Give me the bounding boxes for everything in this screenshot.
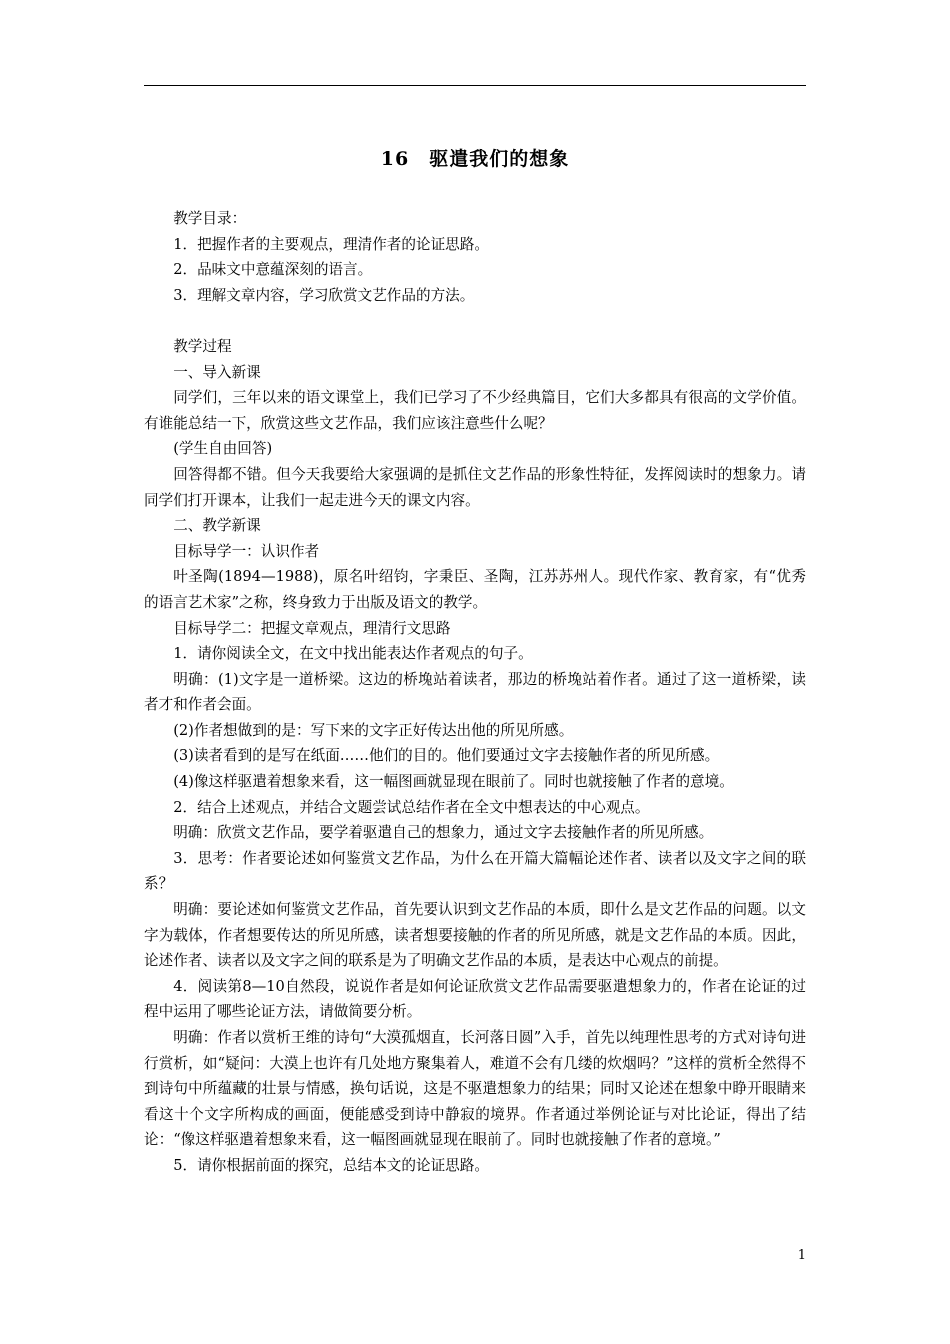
objective-item: 3．理解文章内容，学习欣赏文艺作品的方法。: [173, 286, 475, 304]
answer: 明确：作者以赏析王维的诗句“大漠孤烟直，长河落日圆”入手，首先以纯理性思考的方式对诗句进行赏析，如“疑问：大漠上也许有几处地方聚集着人，难道不会有几缕的炊烟吗？”这样的赏析全然得不到诗句中所蕴藏的壮景与情感，换句话说，这是不驱遣想象力的结果；同时又论述在想象中睁开眼睛来看这十个文字所构成的画面，便能感受到诗中静寂的境界。作者通过举例论证与对比论证，得出了结论：“像这样驱遣着想象来看，这一幅图画就显现在眼前了。同时也就接触了作者的意境。”: [144, 1029, 806, 1149]
answer: (3)读者看到的是写在纸面……他们的目的。他们要通过文字去接触作者的所见所感。: [173, 747, 720, 765]
answer: 明确：(1)文字是一道桥梁。这边的桥堍站着读者，那边的桥堍站着作者。通过了这一道桥梁，读者才和作者会面。: [144, 670, 806, 714]
answer: (2)作者想做到的是：写下来的文字正好传达出他的所见所感。: [173, 721, 574, 739]
paragraph: 同学们，三年以来的语文课堂上，我们已学习了不少经典篇目，它们大多都具有很高的文学价值。有谁能总结一下，欣赏这些文艺作品，我们应该注意些什么呢？: [144, 389, 806, 432]
page-title: 16 驱遣我们的想象: [380, 148, 570, 170]
paragraph: (学生自由回答): [173, 440, 273, 458]
subsection-heading: 目标导学二：把握文章观点，理清行文思路: [173, 619, 451, 637]
process-heading: 教学过程: [173, 337, 232, 355]
objective-item: 2．品味文中意蕴深刻的语言。: [173, 261, 373, 279]
page-number: 1: [797, 1248, 806, 1263]
document-body: [144, 206, 806, 1179]
question: 3．思考：作者要论述如何鉴赏文艺作品，为什么在开篇大篇幅论述作者、读者以及文字之间的联系？: [144, 849, 806, 893]
answer: (4)像这样驱遣着想象来看，这一幅图画就显现在眼前了。同时也就接触了作者的意境。: [173, 773, 734, 791]
answer: 明确：欣赏文艺作品，要学着驱遣自己的想象力，通过文字去接触作者的所见所感。: [173, 824, 714, 842]
subsection-heading: 目标导学一：认识作者: [173, 542, 320, 560]
section-heading: 二、教学新课: [173, 517, 261, 535]
header-rule: [144, 85, 806, 86]
answer: 明确：要论述如何鉴赏文艺作品，首先要认识到文艺作品的本质，即什么是文艺作品的问题。以文字为载体，作者想要传达的所见所感，读者想要接触的作者的所见所感，就是文艺作品的本质。因此，论述作者、读者以及文字之间的联系是为了明确文艺作品的本质，是表达中心观点的前提。: [144, 901, 806, 970]
question: 2．结合上述观点，并结合文题尝试总结作者在全文中想表达的中心观点。: [173, 798, 650, 816]
objective-item: 1．把握作者的主要观点，理清作者的论证思路。: [173, 235, 489, 253]
section-gap: [144, 308, 806, 334]
question: 4．阅读第8—10自然段，说说作者是如何论证欣赏文艺作品需要驱遣想象力的，作者在论证的过程中运用了哪些论证方法，请做简要分析。: [144, 977, 806, 1021]
question: 5．请你根据前面的探究，总结本文的论证思路。: [173, 1156, 489, 1174]
paragraph: 叶圣陶(1894—1988)，原名叶绍钧，字秉臣、圣陶，江苏苏州人。现代作家、教育家，有“优秀的语言艺术家”之称，终身致力于出版及语文的教学。: [144, 568, 806, 611]
question: 1．请你阅读全文，在文中找出能表达作者观点的句子。: [173, 645, 533, 663]
section-heading: 一、导入新课: [173, 363, 261, 381]
objectives-heading: 教学目录：: [173, 210, 247, 227]
paragraph: 回答得都不错。但今天我要给大家强调的是抓住文艺作品的形象性特征，发挥阅读时的想象力。请同学们打开课本，让我们一起走进今天的课文内容。: [144, 465, 806, 509]
